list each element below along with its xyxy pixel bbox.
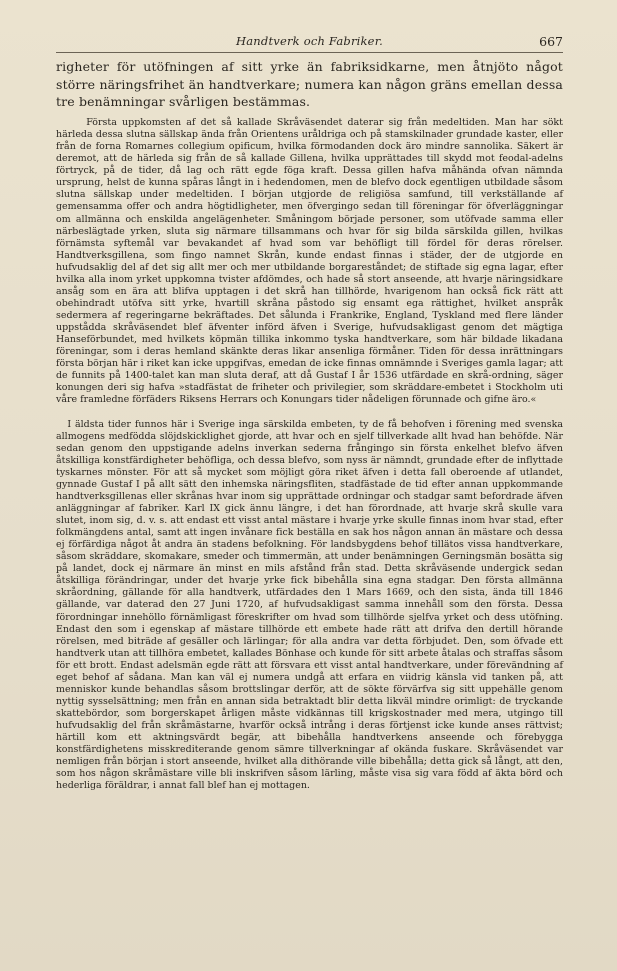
header-divider	[56, 52, 563, 53]
page-number: 667	[539, 34, 563, 49]
page-header	[56, 34, 563, 54]
running-title: Handtverk och Fabriker.	[236, 34, 383, 48]
body-text	[56, 117, 563, 792]
intro-text: righeter för utöfningen af sitt yrke än fabriksidkarne, men åtnjöto något större näringsfrihet än handtverkare; numera kan någon gräns emellan dessa tre benämningar svårligen bestämmas.	[56, 59, 563, 110]
intro-paragraph	[56, 58, 563, 111]
paragraph-skravasendet: Första uppkomsten af det så kallade Skråväsendet daterar sig från medeltiden. Man har sökt härleda dessa slutna sällskap ända från Orientens uråldriga och på stamskilnader grundade kaster, eller från de forna Romarnes collegium opificum, hvilka förmodanden dock äro mindre sannolika. Säkert är deremot, att de härleda sig från de så kallade Gillena, hvilka upprättades till skydd mot feodal-adelns förtryck, på de tider, då lag och rätt egde föga kraft. Dessa gillen hafva måhända ofvan nämnda ursprung, helst de kunna spåras långt in i hedendomen, men de blefvo dock egentligen utbildade såsom slutna sällskap under medeltiden. I början utgjorde de religiösa samfund, till verkställande af gemensamma offer och andra högtidligheter, men öfvergingo sedan till föreningar för öfverläggningar om allmänna och enskilda angelägenheter. Småningom började personer, som utöfvade samma eller närbeslägtade yrken, sluta sig närmare tillsammans och hvar för sig bilda särskilda gillen, hvilkas förnämsta syftemål var bevakandet af hvad som var behöfligt till fördel för deras rörelser. Handtverksgillena, som fingo namnet Skrån, kunde endast finnas i städer, der de utgjorde en hufvudsaklig del af det sig allt mer och mer utbildande borgareståndet; de stiftade sig egna lagar, efter hvilka alla inom yrket uppkomna tvister afdömdes, och hade så stort anseende, att hvarje näringsidkare ansåg som en ära att blifva upptagen i det skrå han tillhörde, hvarigenom han också fick rätt att obehindradt utöfva sitt yrke, hvartill skråna påstodo sig ensamt ega rättighet, hvilket anspråk sedermera af regeringarne bekräftades. Det sålunda i Frankrike, England, Tyskland med flere länder uppstådda skråväsendet blef äfventer införd äfven i Sverige, hufvudsakligast genom det mägtiga Hanseförbundet, med hvilkets köpmän tillika inkommo tyska handtverkare, som här bildade likadana föreningar, som i deras hemland skänkte deras likar ansenliga förmåner. Tiden för dessa inrättningars första början här i riket kan icke uppgifvas, emedan de icke finnas omnämnde i Sveriges gamla lagar; att de funnits på 1400-talet kan man sluta deraf, att då Gustaf I år 1536 utfärdade en skrå-ordning, säger konungen deri sig hafva »stadfästat de friheter och privilegier, som skräddare-embetet i Stockholm uti våre framledne förfäders Riksens Herrars och Konungars tider nådeligen förunnade och gifne äro.«	[56, 117, 563, 406]
paragraph-aldsta-tider: I äldsta tider funnos här i Sverige inga särskilda embeten, ty de få behofven i förening med svenska allmogens medfödda slöjdskicklighet gjorde, att hvar och en sjelf tillverkade allt hvad han behöfde. När sedan genom den uppstigande adelns inverkan sederna frångingo sin första enkelhet blefvo äfven åtskilliga konstfärdigheter behöfliga, och dessa blefvo, som nyss är nämndt, grundade efter de inflyttade tyskarnes mönster. För att så mycket som möjligt göra riket äfven i detta fall oberoende af utlandet, gynnade Gustaf I på allt sätt den inhemska näringsfliten, stadfästade de tid efter annan uppkommande handtverksgillenas eller skrånas hvar inom sig upprättade ordningar och stadgar samt befordrade äfven anläggningar af fabriker. Karl IX gick ännu längre, i det han förordnade, att hvarje skrå skulle vara slutet, inom sig, d. v. s. att endast ett visst antal mästare i hvarje yrke skulle finnas inom hvar stad, efter folkmängdens antal, samt att ingen invånare fick beställa en sak hos någon annan än mästare och dessa ej förfärdiga något åt andra än stadens befolkning. För landsbygdens behof tillätos vissa handtverkare, såsom skräddare, skomakare, smeder och timmermän, att under benämningen Gerningsmän bosätta sig på landet, dock ej närmare än minst en mils afstånd från stad. Detta skråväsende undergick sedan åtskilliga förändringar, under det hvarje yrke fick bibehålla sina egna stadgar. Den första allmänna skråordning, gällande för alla handtverk, utfärdades den 1 Mars 1669, och den sista, ända till 1846 gällande, var daterad den 27 Juni 1720, af hufvudsakligast samma innehåll som den första. Dessa förordningar innehöllo förnämligast föreskrifter om hvad som tillhörde sjelfva yrket och dess utöfning. Endast den som i egenskap af mästare tillhörde ett embete hade rätt att drifva den dertill hörande rörelsen, med biträde af gesäller och lärlingar; för alla andra var detta förbjudet. Den, som öfvade ett handtverk utan att tillhöra embetet, kallades Bönhase och kunde för sitt arbete åtalas och straffas såsom för ett brott. Endast adelsmän egde rätt att försvara ett visst antal handtverkare, under förevändning af eget behof af sådana. Man kan väl ej numera undgå att erfara en viidrig känsla vid tanken på, att menniskor kunde behandlas såsom brottslingar derför, att de sökte förvärfva sig sitt uppehälle genom nyttig sysselsättning; men från en annan sida betraktadt blir detta likväl mindre orimligt: de tryckande skattebördor, som borgerskapet årligen måste vidkännas till krigskostnader med mera, utgingo till hufvudsaklig del från skråmästarne, hvarför också intrång i deras förtjenst icke kunde anses rättvist; härtill kom ett aktningsvärdt begär, att bibehålla handtverkens anseende och förebygga konstfärdighetens misskrediterande genom sämre tillverkningar af okända fuskare. Skråväsendet var nemligen från början i stort anseende, hvilket alla dithörande ville bibehålla; detta gick så långt, att den, som hos någon skråmästare ville bli inskrifven såsom lärling, måste visa sig vara född af äkta börd och hederliga föräldrar, i annat fall blef han ej mottagen.	[56, 418, 563, 792]
paragraph-gap	[56, 407, 563, 419]
